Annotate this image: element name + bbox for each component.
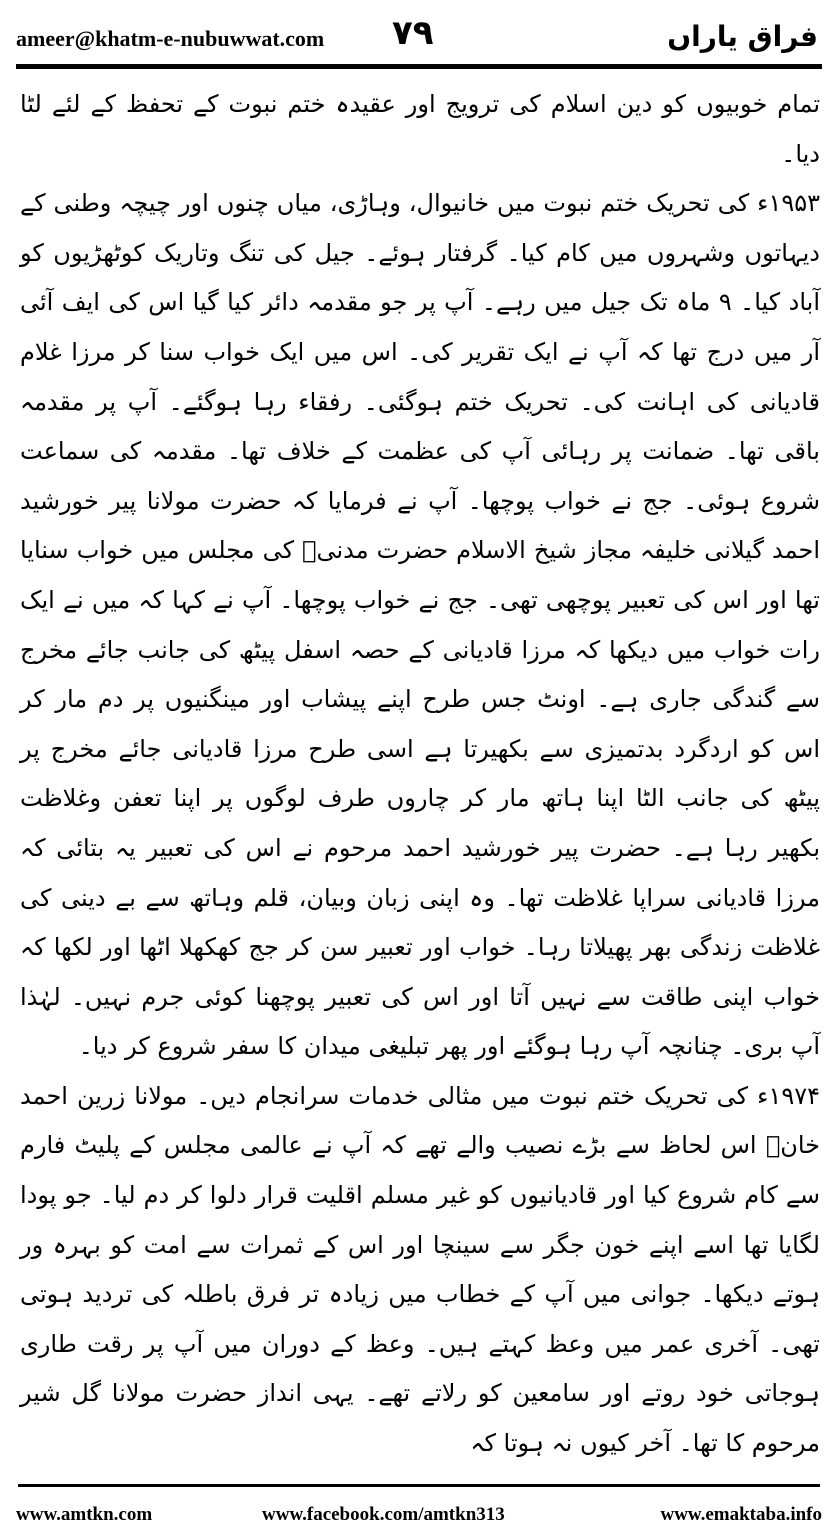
paragraph-2: ۱۹۵۳ء کی تحریک ختم نبوت میں خانیوال، وہاڑی، میاں چنوں اور چیچہ وطنی کے دیہاتوں وشہروں میں کام کیا۔ گرفتار ہوئے۔ جیل کی تنگ وتاریک کوٹھڑیوں کو آباد کیا۔ ۹ ماہ تک جیل میں رہے۔ آپ پر جو مقدمہ دائر کیا گیا اس کی ایف آئی آر میں درج تھا کہ آپ نے ایک تقریر کی۔ اس میں ایک خواب سنا کر مرزا غلام قادیانی کی اہانت کی۔ تحریک ختم ہوگئی۔ رفقاء رہا ہوگئے۔ آپ پر مقدمہ باقی تھا۔ ضمانت پر رہائی آپ کی عظمت کے خلاف تھا۔ مقدمہ کی سماعت شروع ہوئی۔ جج نے خواب پوچھا۔ آپ نے فرمایا کہ حضرت مولانا پیر خورشید احمد گیلانی خلیفہ مجاز شیخ الاسلام حضرت مدنیؒ کی مجلس میں خواب سنایا تھا اور اس کی تعبیر پوچھی تھی۔ جج نے خواب پوچھا۔ آپ نے کہا کہ میں نے ایک رات خواب میں دیکھا کہ مرزا قادیانی کے حصہ اسفل پیٹھ کی جانب جائے مخرج سے گندگی جاری ہے۔ اونٹ جس طرح اپنے پیشاب اور مینگنیوں پر دم مار کر اس کو اردگرد بدتمیزی سے بکھیرتا ہے اسی طرح مرزا قادیانی جائے مخرج پر پیٹھ کی جانب الٹا اپنا ہاتھ مار کر چاروں طرف لوگوں پر اپنا تعفن وغلاظت بکھیر رہا ہے۔ حضرت پیر خورشید احمد مرحوم نے اس کی تعبیر یہ بتائی کہ مرزا قادیانی سراپا غلاظت تھا۔ وہ اپنی زبان وبیان، قلم وہاتھ سے بے دینی کی غلاظت زندگی بھر پھیلاتا رہا۔ خواب اور تعبیر سن کر جج کھکھلا اٹھا اور لکھا کہ خواب اپنی طاقت سے نہیں آتا اور اس کی تعبیر پوچھنا کوئی جرم نہیں۔ لہٰذا آپ بری۔ چنانچہ آپ رہا ہوگئے اور پھر تبلیغی میدان کا سفر شروع کر دیا۔ [20, 189, 820, 1061]
footer-link-facebook[interactable]: www.facebook.com/amtkn313 [262, 1504, 505, 1525]
header-email: ameer@khatm-e-nubuwwat.com [16, 26, 325, 51]
page-footer [0, 1500, 840, 1530]
paragraph-1: تمام خوبیوں کو دین اسلام کی ترویج اور عقیدہ ختم نبوت کے تحفظ کے لئے لٹا دیا۔ [20, 90, 820, 168]
footer-link-amtkn[interactable]: www.amtkn.com [16, 1504, 153, 1525]
footer-link-emaktaba[interactable]: www.emaktaba.info [660, 1504, 822, 1525]
paragraph-3: ۱۹۷۴ء کی تحریک ختم نبوت میں مثالی خدمات سرانجام دیں۔ مولانا زرین احمد خانؒ اس لحاظ سے بڑے نصیب والے تھے کہ آپ نے عالمی مجلس کے پلیٹ فارم سے کام شروع کیا اور قادیانیوں کو غیر مسلم اقلیت قرار دلوا کر دم لیا۔ جو پودا لگایا تھا اسے اپنے خون جگر سے سینچا اور اس کے ثمرات سے امت کو بہرہ ور ہوتے دیکھا۔ جوانی میں آپ کے خطاب میں زیادہ تر فرق باطلہ کی تردید ہوتی تھی۔ آخری عمر میں وعظ کہتے ہیں۔ وعظ کے دوران میں آپ پر رقت طاری ہوجاتی خود روتے اور سامعین کو رلاتے تھے۔ یہی انداز حضرت مولانا گل شیر مرحوم کا تھا۔ آخر کیوں نہ ہوتا کہ [20, 1081, 820, 1458]
header-divider [16, 64, 822, 69]
footer-divider [18, 1484, 820, 1487]
book-title: فراق یاراں [667, 20, 818, 53]
page-number: ۷۹ [392, 13, 434, 53]
body-text [20, 80, 820, 1469]
page-header [0, 0, 840, 70]
